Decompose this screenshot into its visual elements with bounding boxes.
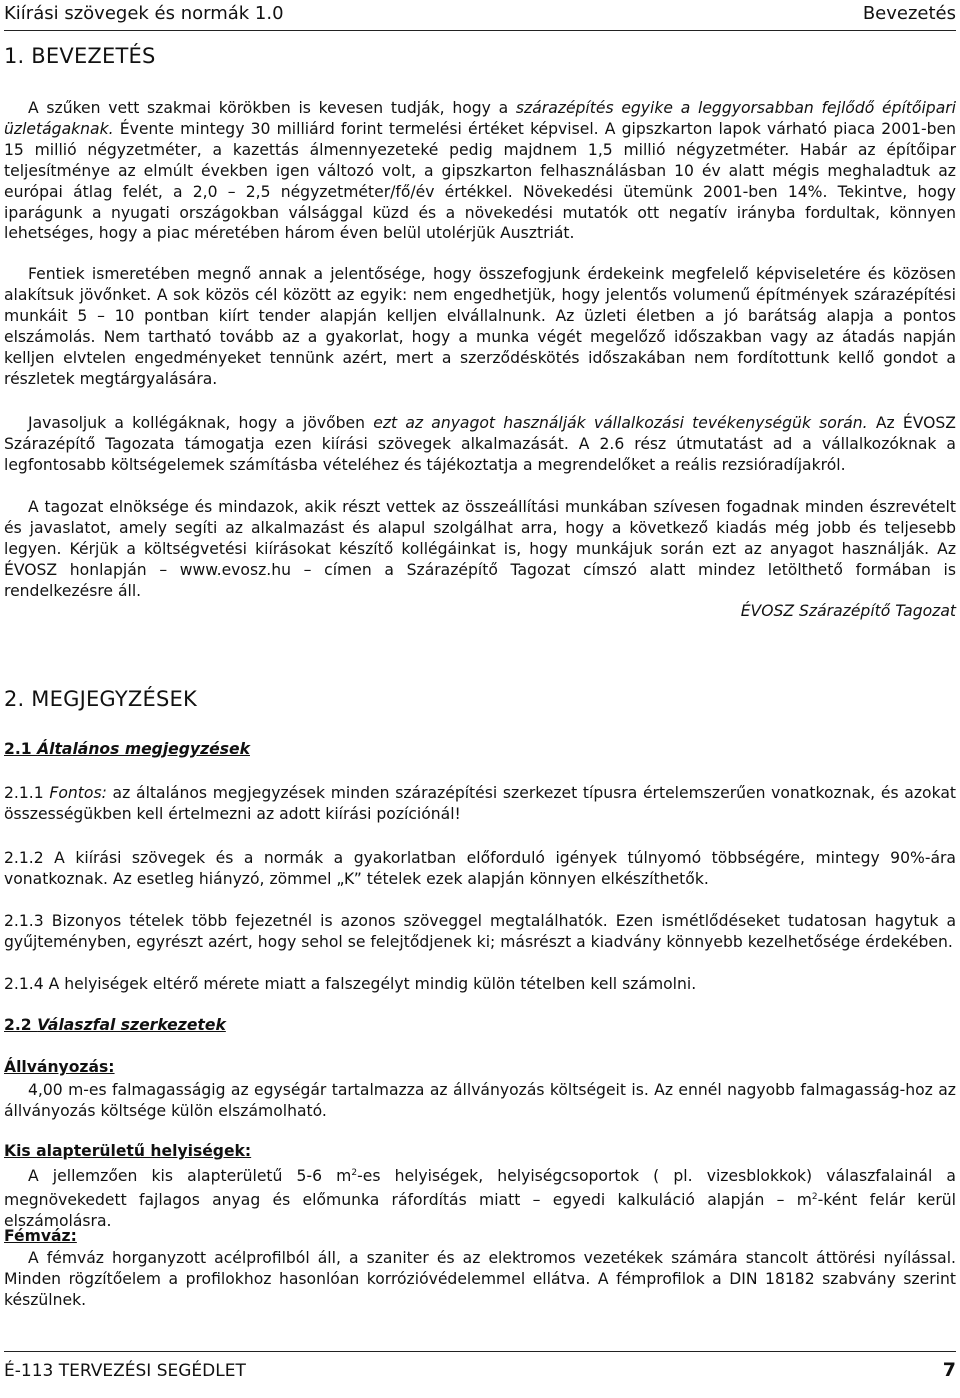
page-footer — [4, 1351, 956, 1388]
intro-paragraph-1 — [4, 98, 956, 244]
note-2-1-1-text: az általános megjegyzések minden szárazépítési szerkezet típusra értelemszerűen vonatkoznak, és azokat összességükben kell értelmezni az adott kiírási pozíciónál! — [4, 784, 956, 823]
note-2-1-1-number: 2.1.1 — [4, 784, 50, 802]
note-2-1-3 — [4, 911, 956, 953]
intro-p1-text-a: A szűken vett szakmai körökben is kevesen tudják, hogy a — [28, 99, 516, 117]
header-section-name: Bevezetés — [862, 3, 956, 24]
subsection-2-1-title: Általános megjegyzések — [37, 740, 250, 758]
subsection-2-2-number: 2.2 — [4, 1016, 38, 1034]
intro-paragraph-3 — [4, 413, 956, 476]
signature: ÉVOSZ Szárazépítő Tagozat — [740, 602, 956, 620]
intro-p1-emphasis: szárazépítés egyike a leggyorsabban fejlődő építőipari üzletágaknak. — [4, 99, 956, 138]
note-2-1-3-text: Bizonyos tételek több fejezetnél is azonos szöveggel megtalálhatók. Ezen ismétlődéseket tudatosan hagytuk a gyűjteményben, egyrészt azért, hogy sehol se felejtődjenek ki; másrészt a kiadvány könnyebb kezelhetősége érdekében. — [4, 912, 957, 951]
intro-p1-text-b: Évente mintegy 30 milliárd forint termelési értéket képvisel. A gipszkarton lapok várható piaca 2001-ben 15 millió négyzetméter, a kazettás álmennyezeteké pedig majdnem 1,5 millió négyzetméter. Habár az építőipar teljesítménye az elmúlt években igen változó volt, a gipszkarton felhasználásban 10 év alatt mégis meghaladtuk az európai átlag felét, a 2,0 – 2,5 négyzetméter/fő/év értékkel. Növekedési ütemünk 2001-ben 14%. Tekintve, hogy iparágunk a nyugati országokban válsággal küzd és a növekedési mutatók ott negatív irányba fordultak, könnyen lehetséges, hogy a piac méretében három éven belül utolérjük Ausztriát. — [4, 119, 956, 243]
superscript-2: 2 — [811, 1191, 818, 1202]
note-2-1-2-number: 2.1.2 — [4, 849, 55, 867]
footer-publication-title: É-113 TERVEZÉSI SEGÉDLET — [4, 1361, 246, 1381]
note-2-1-4-number: 2.1.4 — [4, 975, 49, 993]
small-rooms-text — [4, 1163, 956, 1232]
note-2-1-4-text: A helyiségek eltérő mérete miatt a falszegélyt mindig külön tételben kell számolni. — [48, 975, 697, 993]
metal-frame-heading: Fémváz: — [4, 1227, 77, 1245]
note-2-1-3-number: 2.1.3 — [4, 912, 52, 930]
small-rooms-text-a: A jellemzően kis alapterületű 5-6 m — [28, 1167, 352, 1185]
superscript-2: 2 — [351, 1168, 358, 1178]
note-2-1-1 — [4, 783, 956, 825]
intro-p3-text-b: Az ÉVOSZ Szárazépítő Tagozata támogatja ezen kiírási szövegek alkalmazását. A 2.6 rész útmutatást ad a vállalkozóknak a legfontosabb költségelemek számításba vételéhez és tájékoztatja a megrendelőket a reális rezsióradíjakról. — [4, 414, 956, 474]
intro-paragraph-2: Fentiek ismeretében megnő annak a jelentősége, hogy összefogjunk érdekeink megfelelő képviseletére és közösen alakítsuk jövőnket. A sok közös cél között az egyik: nem engedhetjük, hogy jelentős volumenű építmények szárazépítési munkáit 5 – 10 pontban kiírt tender alapján kelljen elvállalnunk. Az üzleti életben a jó barátság alapja a pontos elszámolás. Nem tartható tovább az a gyakorlat, hogy a munka végét megelőző időszakban vagy az átadás napján kelljen elvtelen engedményeket tennünk azért, mert a szerződéskötés időszakában nem fordítottunk kellő gondot a részletek megtárgyalására. — [4, 265, 956, 388]
small-rooms-text-b: -es helyiségek, helyiségcsoportok ( pl. vizesblokkok) válaszfalainál a megnövekedett fajlagos anyag és előmunka ráfordítás miatt – egyedi kalkuláció alapján – m — [4, 1167, 956, 1209]
intro-paragraph-4: A tagozat elnöksége és mindazok, akik részt vettek az összeállítási munkában szívesen fogadnak minden észrevételt és javaslatot, amely segíti az alkalmazást és alapul szolgálhat arra, hogy a következő kiadás még jobb és teljesebb legyen. Kérjük a költségvetési kiírásokat készítő kollégáinkat is, hogy munkájuk során ezt az anyagot használják. Az ÉVOSZ honlapján – www.evosz.hu – címen a Szárazépítő Tagozat címszó alatt mindez letölthető formában is rendelkezésre áll. — [4, 498, 956, 600]
small-rooms-text-c: -ként felár kerül elszámolásra. — [4, 1190, 956, 1230]
scaffolding-text: 4,00 m-es falmagasságig az egységár tartalmazza az állványozás költségeit is. Az ennél nagyobb falmagasság-hoz az állványozás költsége külön elszámolható. — [4, 1081, 956, 1120]
subsection-2-2-heading — [4, 1016, 226, 1034]
intro-p3-text-a: Javasoljuk a kollégáknak, hogy a jövőben — [28, 414, 374, 432]
page-header — [4, 0, 956, 31]
header-document-title: Kiírási szövegek és normák 1.0 — [4, 3, 284, 24]
metal-frame-text: A fémváz horganyzott acélprofilból áll, a szaniter és az elektromos vezetékek számára stancolt áttörési nyílással. Minden rögzítőelem a profilokhoz hasonlóan korrózióvédelemmel ellátva. A fémprofilok a DIN 18182 szabvány szerint készülnek. — [4, 1249, 956, 1309]
note-2-1-2-text: A kiírási szövegek és a normák a gyakorlatban előforduló igények túlnyomó többségére, mintegy 90%-ára vonatkoznak. Az esetleg hiányzó, zömmel „K” tételek ezek alapján könnyen elkészíthetők. — [4, 849, 956, 888]
note-2-1-1-emphasis: Fontos: — [49, 784, 107, 802]
scaffolding-heading: Állványozás: — [4, 1058, 115, 1076]
small-rooms-heading: Kis alapterületű helyiségek: — [4, 1142, 252, 1160]
note-2-1-2 — [4, 848, 956, 890]
subsection-2-1-heading — [4, 740, 250, 758]
page-number: 7 — [942, 1359, 956, 1381]
subsection-2-1-number: 2.1 — [4, 740, 38, 758]
section-2-heading: 2. MEGJEGYZÉSEK — [4, 687, 197, 711]
intro-p3-emphasis: ezt az anyagot használják vállalkozási tevékenységük során. — [373, 414, 868, 432]
section-1-heading: 1. BEVEZETÉS — [4, 44, 156, 68]
subsection-2-2-title: Válaszfal szerkezetek — [37, 1016, 226, 1034]
note-2-1-4 — [4, 974, 956, 995]
